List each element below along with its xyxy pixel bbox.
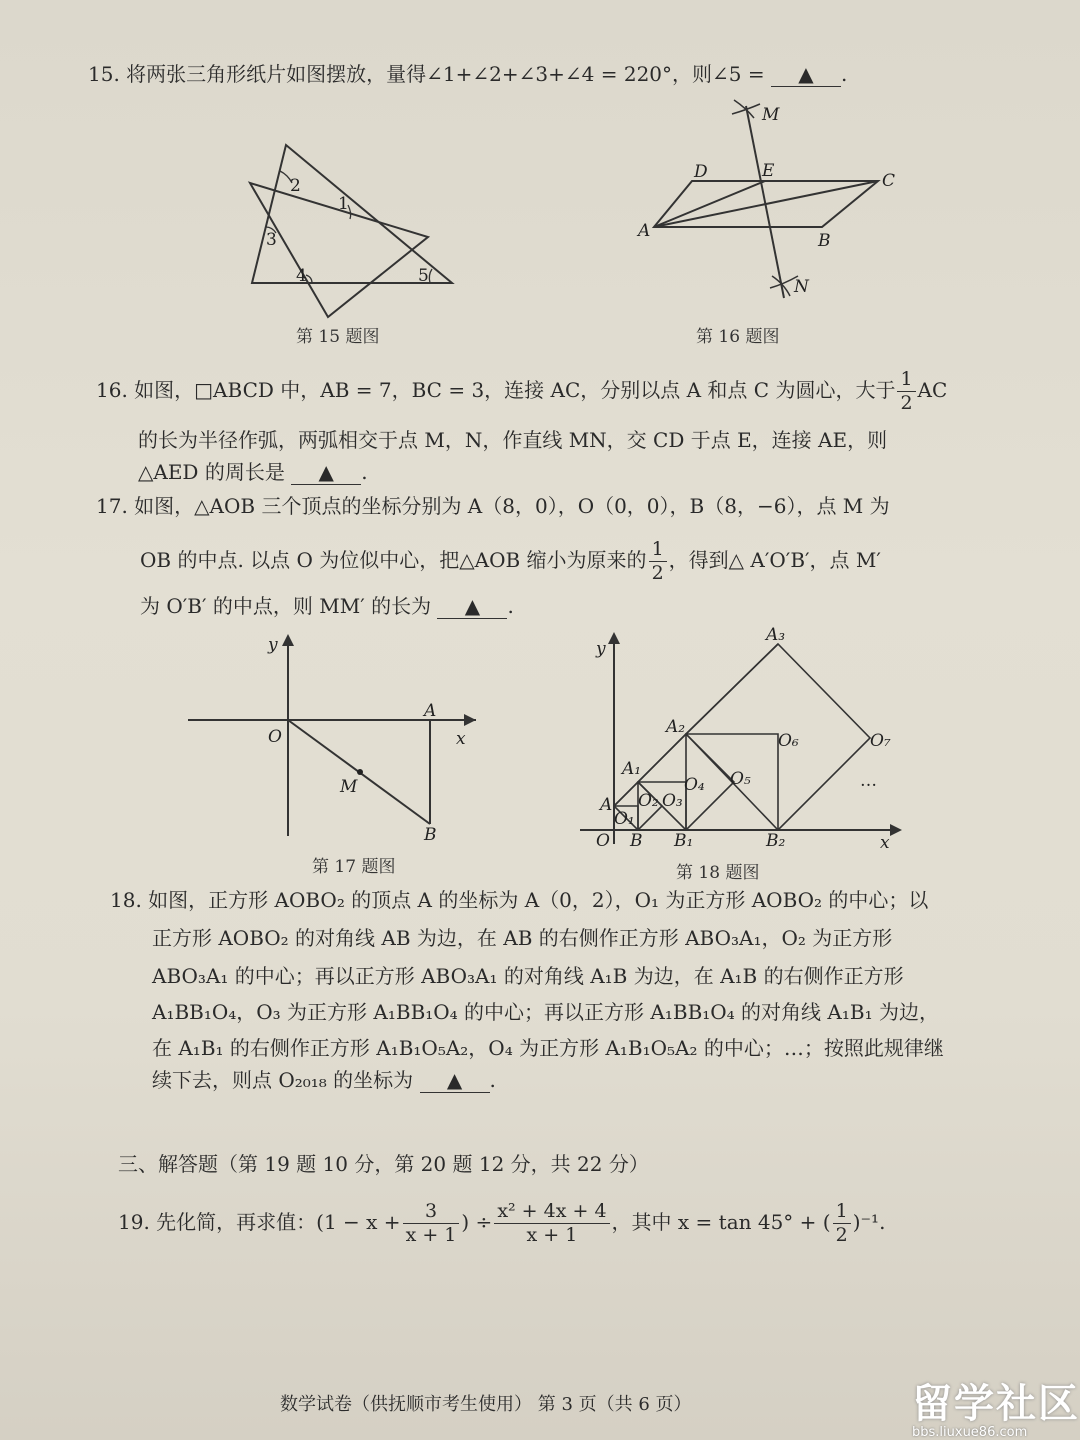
q18-line6 xyxy=(152,1068,496,1093)
figure-17 xyxy=(180,630,490,850)
page-footer: 数学试卷（供抚顺市考生使用） 第 3 页（共 6 页） xyxy=(280,1394,692,1415)
q17-line1: 17. 如图，△AOB 三个顶点的坐标分别为 A（8，0），O（0，0），B（8，−6），点 M 为 xyxy=(96,494,890,518)
fig17-label-x: x xyxy=(456,729,466,749)
fig15-label-2: 2 xyxy=(290,176,301,196)
q18-line5: 在 A₁B₁ 的右侧作正方形 A₁B₁O₅A₂，O₄ 为正方形 A₁B₁O₅A₂ 的中心；…；按照此规律继 xyxy=(152,1036,944,1060)
fig16-label-D: D xyxy=(694,162,708,182)
q17-line3 xyxy=(140,594,514,619)
fig18-label-O1: O₁ xyxy=(614,809,635,829)
section-3-heading: 三、解答题（第 19 题 10 分，第 20 题 12 分，共 22 分） xyxy=(118,1152,649,1176)
fig16-label-M: M xyxy=(762,105,780,125)
q16-fraction xyxy=(897,368,915,415)
caption-fig16: 第 16 题图 xyxy=(696,327,780,347)
q19-f2-num: x² + 4x + 4 xyxy=(494,1200,609,1224)
fig15-label-1: 1 xyxy=(338,194,349,214)
q19-expr-div: ) ÷ xyxy=(461,1209,493,1234)
fig17-label-O: O xyxy=(268,727,282,747)
fig18-label-x: x xyxy=(880,833,890,853)
q19-f2-den: x + 1 xyxy=(526,1223,578,1246)
fig17-label-B: B xyxy=(424,825,437,845)
q15-stem: 15. 将两张三角形纸片如图摆放，量得∠1+∠2+∠3+∠4 = 220°，则∠5 = xyxy=(88,62,765,86)
fig17-label-M: M xyxy=(340,777,358,797)
fig18-label-A1: A₁ xyxy=(622,759,642,779)
q19-line xyxy=(118,1200,885,1247)
q17-stem-3: 为 O′B′ 的中点，则 MM′ 的长为 xyxy=(140,594,432,618)
q18-line1: 18. 如图，正方形 AOBO₂ 的顶点 A 的坐标为 A（0，2），O₁ 为正方形 AOBO₂ 的中心；以 xyxy=(110,888,929,912)
fig15-label-4: 4 xyxy=(296,266,307,286)
q18-line4: A₁BB₁O₄，O₃ 为正方形 A₁BB₁O₄ 的中心；再以正方形 A₁BB₁O₄ 的对角线 A₁B₁ 为边， xyxy=(152,1000,939,1024)
q15-end: . xyxy=(840,62,848,86)
q17-frac-den: 2 xyxy=(651,561,664,584)
q16-answer-blank: ▲ xyxy=(291,460,361,485)
q16-line3 xyxy=(138,460,368,485)
q17-end: . xyxy=(507,594,514,618)
fig16-label-A: A xyxy=(638,221,651,241)
q19-fraction-2 xyxy=(494,1200,609,1247)
q17-line2 xyxy=(140,538,881,585)
q16-stem-3: △AED 的周长是 xyxy=(138,460,285,484)
q16-frac-den: 2 xyxy=(900,391,913,414)
q18-end: . xyxy=(489,1068,496,1092)
fig18-label-O6: O₆ xyxy=(778,731,799,751)
fig16-label-E: E xyxy=(762,161,775,181)
q18-line2: 正方形 AOBO₂ 的对角线 AB 为边，在 AB 的右侧作正方形 ABO₃A₁，O₂ 为正方形 xyxy=(152,926,893,950)
fig18-label-y: y xyxy=(596,639,606,659)
figure-18 xyxy=(580,620,910,860)
fig18-label-A: A xyxy=(600,795,613,815)
fig17-label-A: A xyxy=(424,701,437,721)
q18-stem-last: 续下去，则点 O₂₀₁₈ 的坐标为 xyxy=(152,1068,414,1092)
figure-15 xyxy=(240,135,480,320)
caption-fig17: 第 17 题图 xyxy=(312,857,396,877)
watermark xyxy=(912,1372,1080,1440)
q19-f1-den: x + 1 xyxy=(405,1223,457,1246)
q19-mid: ，其中 x = tan 45° + ( xyxy=(611,1209,831,1234)
q16-line1 xyxy=(96,368,947,415)
q19-tail: )⁻¹. xyxy=(852,1209,886,1234)
q19-fraction-3 xyxy=(833,1200,851,1247)
q19-f3-den: 2 xyxy=(835,1223,848,1246)
fig18-label-O5: O₅ xyxy=(730,769,751,789)
fig18-label-O7: O₇ xyxy=(870,731,891,751)
q17-answer-blank: ▲ xyxy=(437,594,507,619)
fig15-label-5: 5 xyxy=(418,266,429,286)
watermark-title: 留学社区 xyxy=(912,1381,1080,1427)
fig15-label-3: 3 xyxy=(266,230,277,250)
fig16-label-N: N xyxy=(794,277,809,297)
fig18-label-B: B xyxy=(630,831,643,851)
q16-frac-num: 1 xyxy=(897,368,915,392)
q16-stem-1: 16. 如图，□ABCD 中，AB = 7，BC = 3，连接 AC，分别以点 A 和点 C 为圆心，大于 xyxy=(96,377,896,402)
q16-line2: 的长为半径作弧，两弧相交于点 M，N，作直线 MN，交 CD 于点 E，连接 AE，则 xyxy=(138,428,888,452)
q17-stem-2-end: ，得到△ A′O′B′，点 M′ xyxy=(668,547,881,572)
q15-answer-blank: ▲ xyxy=(771,62,841,87)
fig18-label-O3: O₃ xyxy=(662,791,683,811)
figure-16 xyxy=(636,92,916,317)
fig17-label-y: y xyxy=(268,635,278,655)
q19-f1-num: 3 xyxy=(403,1200,460,1224)
caption-fig15: 第 15 题图 xyxy=(296,327,380,347)
fig18-label-O2: O₂ xyxy=(638,791,659,811)
q16-end: . xyxy=(361,460,368,484)
q16-stem-1-end: AC xyxy=(917,377,948,402)
q17-stem-2: OB 的中点. 以点 O 为位似中心，把△AOB 缩小为原来的 xyxy=(140,547,647,572)
q19-expr-open: (1 − x + xyxy=(316,1209,401,1234)
q15-text xyxy=(88,62,847,87)
q19-fraction-1 xyxy=(403,1200,460,1247)
fig16-label-B: B xyxy=(818,231,831,251)
caption-fig18: 第 18 题图 xyxy=(676,863,760,883)
fig18-label-O4: O₄ xyxy=(684,775,705,795)
q17-frac-num: 1 xyxy=(649,538,667,562)
fig16-label-C: C xyxy=(882,171,896,191)
fig18-label-B2: B₂ xyxy=(766,831,786,851)
fig18-label-O: O xyxy=(596,831,610,851)
fig18-label-A3: A₃ xyxy=(766,625,786,645)
q17-fraction xyxy=(649,538,667,585)
fig18-ellipsis: … xyxy=(860,771,877,791)
watermark-url: bbs.liuxue86.com xyxy=(912,1425,1028,1440)
fig18-label-B1: B₁ xyxy=(674,831,694,851)
q18-answer-blank: ▲ xyxy=(420,1068,490,1093)
q18-line3: ABO₃A₁ 的中心；再以正方形 ABO₃A₁ 的对角线 A₁B 为边，在 A₁B 的右侧作正方形 xyxy=(152,964,904,988)
fig18-label-A2: A₂ xyxy=(666,717,686,737)
q19-prefix: 19. 先化简，再求值： xyxy=(118,1209,317,1234)
q19-f3-num: 1 xyxy=(833,1200,851,1224)
